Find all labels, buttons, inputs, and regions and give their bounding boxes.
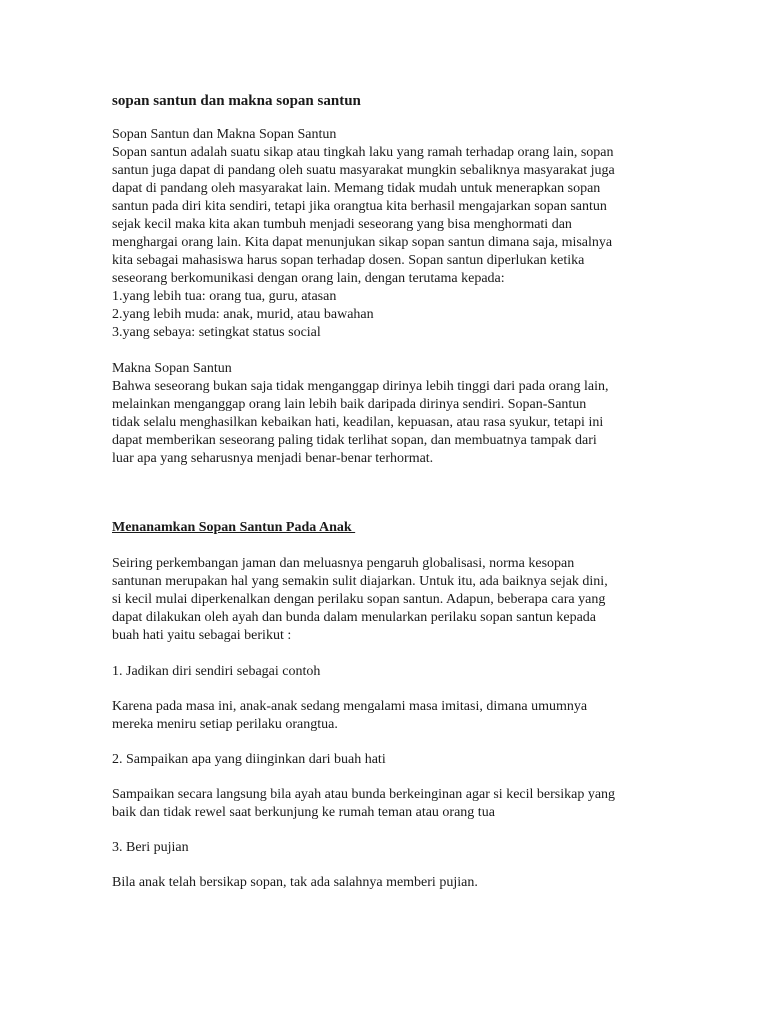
paragraph-line: si kecil mulai diperkenalkan dengan perilaku sopan santun. Adapun, beberapa cara yang (112, 592, 606, 607)
paragraph-line: Karena pada masa ini, anak-anak sedang mengalami masa imitasi, dimana umumnya (112, 699, 588, 714)
section2-paragraph (112, 378, 672, 468)
paragraph-line: Seiring perkembangan jaman dan meluasnya pengaruh globalisasi, norma kesopan (112, 556, 575, 571)
section-label-sopan-santun: Sopan Santun dan Makna Sopan Santun (112, 127, 337, 142)
paragraph-line: menghargai orang lain. Kita dapat menunjukan sikap sopan santun dimana saja, misalnya (112, 235, 613, 250)
document-title: sopan santun dan makna sopan santun (112, 93, 361, 109)
paragraph-line: Bahwa seseorang bukan saja tidak menganggap dirinya lebih tinggi dari pada orang lain, (112, 379, 609, 394)
list-item: 2.yang lebih muda: anak, murid, atau bawahan (112, 307, 374, 322)
paragraph-line: dapat memberikan seseorang paling tidak terlihat sopan, dan membuatnya tampak dari (112, 433, 597, 448)
point2-paragraph (112, 786, 672, 822)
document-body (112, 92, 672, 892)
point1-paragraph (112, 698, 672, 734)
list-item: 3.yang sebaya: setingkat status social (112, 325, 321, 340)
paragraph-line: mereka meniru setiap perilaku orangtua. (112, 717, 338, 732)
paragraph-line: Bila anak telah bersikap sopan, tak ada salahnya memberi pujian. (112, 875, 478, 890)
point3-paragraph (112, 874, 672, 892)
point-title: 3. Beri pujian (112, 840, 189, 855)
section3-intro-paragraph (112, 555, 672, 645)
paragraph-line: kita sebagai mahasiswa harus sopan terhadap dosen. Sopan santun diperlukan ketika (112, 253, 585, 268)
section-label-makna: Makna Sopan Santun (112, 361, 232, 376)
section1-paragraph (112, 144, 672, 288)
point-title: 2. Sampaikan apa yang diinginkan dari buah hati (112, 752, 386, 767)
section1-list (112, 288, 672, 342)
paragraph-line: tidak selalu menghasilkan kebaikan hati, keadilan, kepuasan, atau rasa syukur, tetapi ini (112, 415, 604, 430)
paragraph-line: santun juga dapat di pandang oleh suatu masyarakat mungkin sebaliknya masyarakat juga (112, 163, 615, 178)
paragraph-line: buah hati yaitu sebagai berikut : (112, 628, 292, 643)
paragraph-line: santun pada diri kita sendiri, tetapi jika orangtua kita berhasil mengajarkan sopan santun (112, 199, 607, 214)
paragraph-line: melainkan menganggap orang lain lebih baik daripada dirinya sendiri. Sopan-Santun (112, 397, 587, 412)
paragraph-line: Sampaikan secara langsung bila ayah atau bunda berkeinginan agar si kecil bersikap yang (112, 787, 616, 802)
paragraph-line: baik dan tidak rewel saat berkunjung ke rumah teman atau orang tua (112, 805, 495, 820)
paragraph-line: Sopan santun adalah suatu sikap atau tingkah laku yang ramah terhadap orang lain, sopan (112, 145, 614, 160)
paragraph-line: luar apa yang seharusnya menjadi benar-benar terhormat. (112, 451, 434, 466)
paragraph-line: dapat di pandang oleh masyarakat lain. Memang tidak mudah untuk menerapkan sopan (112, 181, 601, 196)
list-item: 1.yang lebih tua: orang tua, guru, atasan (112, 289, 337, 304)
paragraph-line: sejak kecil maka kita akan tumbuh menjadi seseorang yang bisa menghormati dan (112, 217, 572, 232)
paragraph-line: seseorang berkomunikasi dengan orang lain, dengan terutama kepada: (112, 271, 505, 286)
paragraph-line: santunan merupakan hal yang semakin sulit diajarkan. Untuk itu, ada baiknya sejak dini, (112, 574, 608, 589)
paragraph-line: dapat dilakukan oleh ayah dan bunda dalam menularkan perilaku sopan santun kepada (112, 610, 596, 625)
section-heading-menanamkan: Menanamkan Sopan Santun Pada Anak (112, 520, 356, 535)
point-title: 1. Jadikan diri sendiri sebagai contoh (112, 664, 321, 679)
